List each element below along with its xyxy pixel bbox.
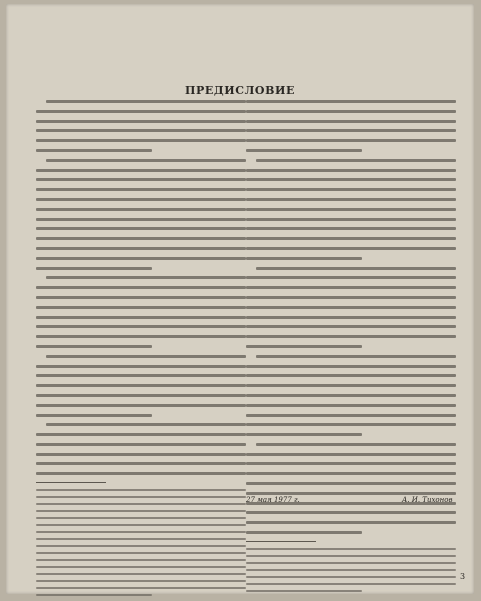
footnote-line bbox=[36, 566, 246, 568]
text-line bbox=[46, 423, 246, 426]
text-line bbox=[36, 296, 246, 299]
text-line bbox=[246, 325, 456, 328]
text-line bbox=[246, 247, 456, 250]
text-line bbox=[36, 286, 246, 289]
text-line bbox=[36, 316, 246, 319]
footnote-line bbox=[36, 545, 246, 547]
text-line bbox=[246, 227, 456, 230]
text-line bbox=[246, 139, 456, 142]
text-line bbox=[246, 335, 456, 338]
text-line bbox=[46, 159, 246, 162]
text-line bbox=[246, 316, 456, 319]
text-line bbox=[246, 188, 456, 191]
document-page bbox=[6, 4, 474, 594]
footnote-line bbox=[246, 583, 456, 585]
footnote-line bbox=[246, 590, 362, 592]
text-line bbox=[246, 149, 362, 152]
text-line bbox=[36, 394, 246, 397]
text-line bbox=[36, 335, 246, 338]
text-line bbox=[36, 120, 246, 123]
footnote-line bbox=[36, 538, 246, 540]
text-line bbox=[246, 423, 456, 426]
text-line bbox=[246, 414, 456, 417]
text-line bbox=[246, 178, 456, 181]
footnote-line bbox=[246, 555, 456, 557]
text-line bbox=[246, 237, 456, 240]
left-column bbox=[36, 100, 246, 601]
footnote-line bbox=[36, 594, 152, 596]
footnote-line bbox=[36, 580, 246, 582]
text-line bbox=[246, 198, 456, 201]
text-line bbox=[36, 325, 246, 328]
footnote-line bbox=[246, 562, 456, 564]
footnote-line bbox=[36, 489, 246, 491]
text-line bbox=[36, 453, 246, 456]
footnote-line bbox=[246, 576, 456, 578]
text-line bbox=[246, 218, 456, 221]
footnote-line bbox=[246, 569, 456, 571]
footnote-line bbox=[36, 587, 246, 589]
text-line bbox=[36, 414, 152, 417]
footnote-line bbox=[36, 510, 246, 512]
author-signature: А. И. Тихонов bbox=[402, 496, 453, 504]
text-line bbox=[246, 462, 456, 465]
text-line bbox=[246, 511, 456, 514]
text-line bbox=[36, 433, 246, 436]
text-line bbox=[46, 100, 246, 103]
section-title: ПРЕДИСЛОВИЕ bbox=[185, 84, 295, 97]
footnote-line bbox=[246, 548, 456, 550]
text-line bbox=[246, 110, 456, 113]
text-line bbox=[36, 472, 246, 475]
text-line bbox=[246, 100, 456, 103]
text-line bbox=[256, 267, 456, 270]
text-line bbox=[36, 178, 246, 181]
text-line bbox=[36, 218, 246, 221]
footnotes bbox=[246, 548, 456, 592]
right-column bbox=[246, 100, 456, 597]
text-line bbox=[36, 237, 246, 240]
text-line bbox=[246, 286, 456, 289]
text-line bbox=[36, 129, 246, 132]
text-line bbox=[36, 306, 246, 309]
signature-date: 27 мая 1977 г. bbox=[246, 496, 300, 504]
text-line bbox=[246, 404, 456, 407]
text-line bbox=[36, 247, 246, 250]
text-line bbox=[36, 110, 246, 113]
text-line bbox=[36, 365, 246, 368]
text-line bbox=[36, 149, 152, 152]
footnote-rule bbox=[246, 541, 316, 542]
text-line bbox=[36, 374, 246, 377]
text-line bbox=[36, 198, 246, 201]
text-line bbox=[36, 188, 246, 191]
footnote-line bbox=[36, 517, 246, 519]
text-line bbox=[246, 374, 456, 377]
footnote-line bbox=[36, 559, 246, 561]
text-line bbox=[36, 267, 152, 270]
text-line bbox=[246, 492, 456, 495]
text-line bbox=[246, 120, 456, 123]
text-line bbox=[246, 257, 362, 260]
text-line bbox=[246, 169, 456, 172]
footnotes bbox=[36, 489, 246, 596]
text-line bbox=[246, 394, 456, 397]
text-line bbox=[36, 208, 246, 211]
text-line bbox=[256, 355, 456, 358]
text-line bbox=[246, 306, 456, 309]
text-line bbox=[246, 472, 456, 475]
text-line bbox=[36, 462, 246, 465]
text-line bbox=[246, 433, 362, 436]
footnote-line bbox=[36, 552, 246, 554]
text-line bbox=[246, 276, 456, 279]
text-line bbox=[246, 208, 456, 211]
text-line bbox=[36, 139, 246, 142]
text-line bbox=[36, 443, 246, 446]
page-number: 3 bbox=[460, 572, 466, 581]
text-line bbox=[246, 345, 362, 348]
footnote-rule bbox=[36, 482, 106, 483]
text-line bbox=[246, 365, 456, 368]
text-line bbox=[256, 443, 456, 446]
text-line bbox=[36, 345, 152, 348]
text-line bbox=[36, 257, 246, 260]
text-line bbox=[246, 521, 456, 524]
footnote-line bbox=[36, 573, 246, 575]
footnote-line bbox=[36, 524, 246, 526]
text-line bbox=[246, 296, 456, 299]
text-line bbox=[36, 384, 246, 387]
footnote-line bbox=[36, 503, 246, 505]
text-line bbox=[246, 531, 362, 534]
text-line bbox=[46, 355, 246, 358]
footnote-line bbox=[36, 496, 246, 498]
text-line bbox=[36, 169, 246, 172]
text-line bbox=[256, 159, 456, 162]
footnote-line bbox=[36, 531, 246, 533]
text-line bbox=[46, 276, 246, 279]
text-line bbox=[36, 227, 246, 230]
text-line bbox=[246, 129, 456, 132]
text-line bbox=[246, 384, 456, 387]
text-line bbox=[246, 453, 456, 456]
text-line bbox=[246, 482, 456, 485]
text-line bbox=[36, 404, 246, 407]
